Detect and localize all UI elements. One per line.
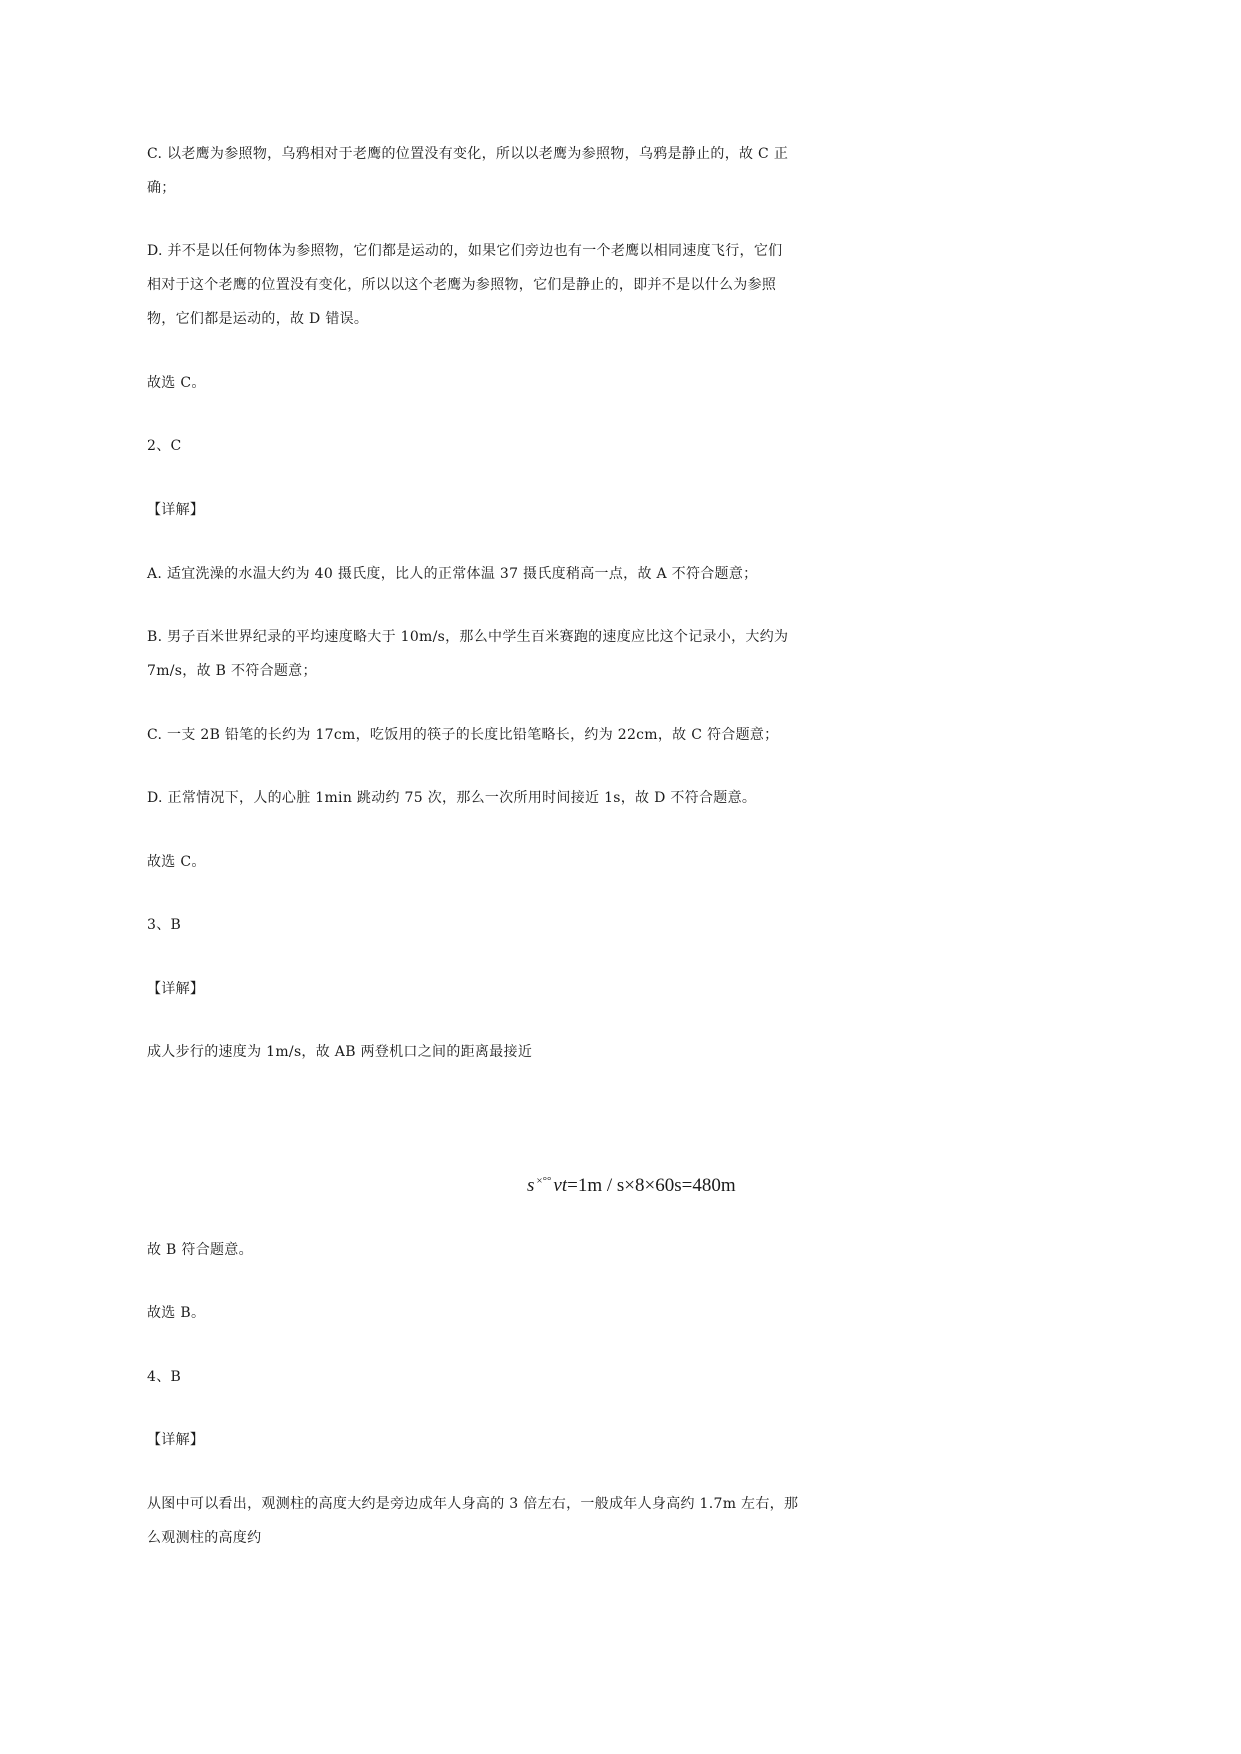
text-line: 物，它们都是运动的，故 D 错误。 xyxy=(147,311,369,327)
text-line: 故 B 符合题意。 xyxy=(147,1242,253,1258)
text-line: C. 一支 2B 铅笔的长约为 17cm，吃饭用的筷子的长度比铅笔略长，约为 22cm，故 C 符合题意； xyxy=(147,727,779,743)
text-line: 故选 C。 xyxy=(147,854,206,870)
text-line: C. 以老鹰为参照物，乌鸦相对于老鹰的位置没有变化，所以以老鹰为参照物，乌鸦是静止的，故 C 正 xyxy=(147,146,789,162)
distance-formula xyxy=(527,1175,736,1199)
text-line: B. 男子百米世界纪录的平均速度略大于 10m/s，那么中学生百米赛跑的速度应比这个记录小，大约为 xyxy=(147,629,789,645)
question-number: 4、B xyxy=(147,1369,182,1385)
section-heading: 【详解】 xyxy=(147,1432,205,1448)
question-number: 2、C xyxy=(147,438,182,454)
text-line: 故选 B。 xyxy=(147,1305,206,1321)
text-line: 相对于这个老鹰的位置没有变化，所以以这个老鹰为参照物，它们是静止的，即并不是以什么为参照 xyxy=(147,277,777,293)
text-line: 从图中可以看出，观测柱的高度大约是旁边成年人身高的 3 倍左右，一般成年人身高约 1.7m 左右，那 xyxy=(147,1496,799,1512)
question-number: 3、B xyxy=(147,917,182,933)
formula-vt: vt xyxy=(553,1175,568,1196)
text-line: D. 正常情况下，人的心脏 1min 跳动约 75 次，那么一次所用时间接近 1s，故 D 不符合题意。 xyxy=(147,790,757,806)
formula-rest: =1m / s×8×60s=480m xyxy=(567,1175,736,1196)
text-line: 么观测柱的高度约 xyxy=(147,1530,262,1546)
text-line: 7m/s，故 B 不符合题意； xyxy=(147,663,317,679)
section-heading: 【详解】 xyxy=(147,502,205,518)
text-line: 确； xyxy=(147,180,176,196)
text-line: 成人步行的速度为 1m/s，故 AB 两登机口之间的距离最接近 xyxy=(147,1044,533,1060)
section-heading: 【详解】 xyxy=(147,981,205,997)
formula-s: s xyxy=(527,1175,535,1196)
formula-marks: ×°° xyxy=(536,1175,552,1187)
text-line: A. 适宜洗澡的水温大约为 40 摄氏度，比人的正常体温 37 摄氏度稍高一点，故 A 不符合题意； xyxy=(147,566,758,582)
text-line: 故选 C。 xyxy=(147,375,206,391)
text-line: D. 并不是以任何物体为参照物，它们都是运动的，如果它们旁边也有一个老鹰以相同速度飞行，它们 xyxy=(147,243,783,259)
